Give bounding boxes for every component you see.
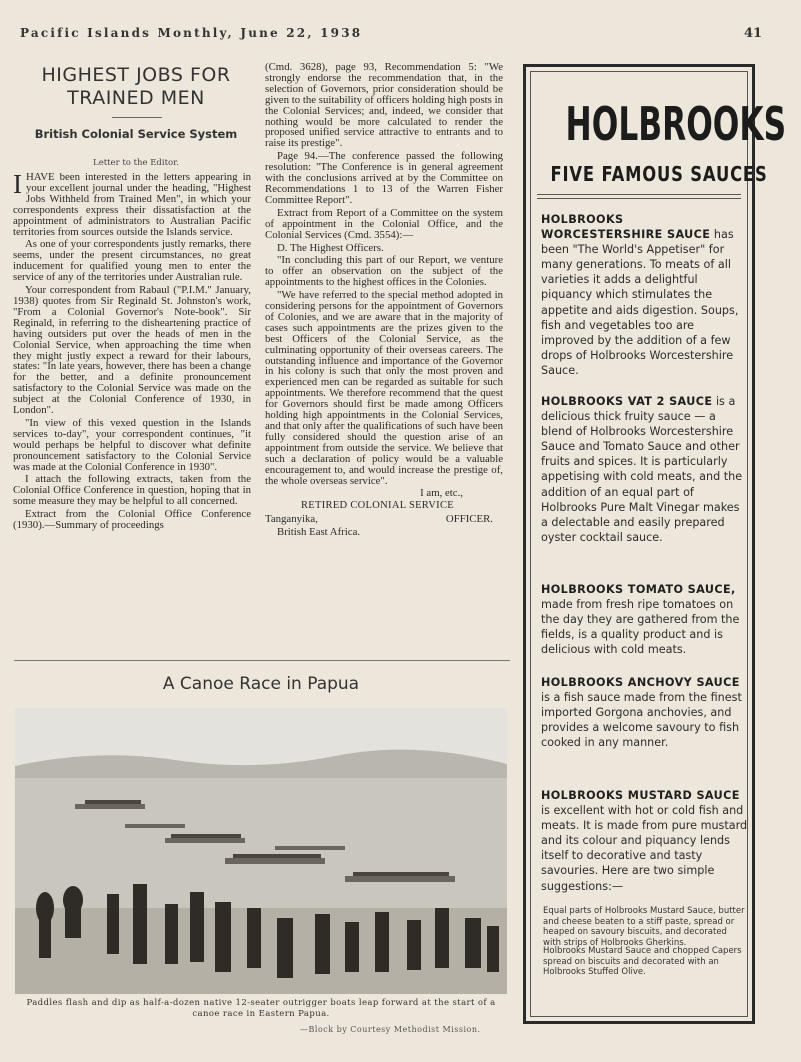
ad-tagline: FIVE FAMOUS SAUCES bbox=[550, 162, 768, 186]
article-column-1 bbox=[13, 172, 251, 650]
article-paragraph: Page 94.—The conference passed the following resolution: "The Conference is in general agreement with the conclusions arrived at by the Committee on Recommendations 1 to 13 of the Warren Fisher Committee Report". bbox=[265, 150, 503, 206]
sauce-name: HOLBROOKS MUSTARD SAUCE bbox=[541, 789, 740, 802]
signature-place: Tanganyika, bbox=[265, 513, 318, 526]
article-paragraph: "We have referred to the special method adopted in considering persons for the appointment of Governors of Colonies, and we are aware that in the majority of cases such appointments are the prizes given to the best Officers of the Colonial Service, as the culminating opportunity of their overseas careers. The outstanding influence and importance of the Governor in his colony is such that only the most proven and experienced men can be regarded as suitable for such appointments. We therefore recommend that the quest for Governors should first be made among Officers holding high appointments in the Colonial Services, and that only after the qualifications of such have been fully considered should the question arise of an appointment from outside the service. We believe that such a declaration of policy would be a valuable encouragement to, and would increase the prestige of, the whole overseas service". bbox=[265, 289, 503, 487]
article-column-2 bbox=[265, 62, 503, 644]
title-rule bbox=[112, 117, 162, 118]
sauce-description: is a delicious thick fruity sauce — a blend of Holbrooks Worcestershire Sauce and Tomato Sauce and other fruits and spices. It is particularly appetising with cold meats, and the addition of an equal part of Holbrooks Pure Malt Vinegar makes a delectable and easily prepared oyster cocktail sauce. bbox=[541, 395, 743, 544]
sauce-description: is a fish sauce made from the finest imported Gorgona anchovies, and provides a welcome savoury to fish cooked in any manner. bbox=[541, 691, 742, 750]
canoe-race-photo bbox=[15, 708, 507, 994]
sauce-description: is excellent with hot or cold fish and meats. It is made from pure mustard and its colour and piquancy lends itself to decorative and tasty savouries. Here are two simple suggestions:— bbox=[541, 804, 748, 893]
sauce-anchovy bbox=[541, 675, 749, 750]
photo-caption: Paddles flash and dip as half-a-dozen native 12-seater outrigger boats leap forward at the start of a canoe race in Eastern Papua. bbox=[26, 998, 496, 1019]
sauce-name: HOLBROOKS VAT 2 SAUCE bbox=[541, 395, 713, 408]
ad-brand: HOLBROOKS bbox=[565, 97, 787, 151]
sauce-vat2 bbox=[541, 394, 749, 545]
page-number: 41 bbox=[744, 26, 763, 41]
sauce-name: HOLBROOKS ANCHOVY SAUCE bbox=[541, 676, 740, 689]
ad-inner-frame bbox=[530, 71, 787, 1017]
article-paragraph: I attach the following extracts, taken from the Colonial Office Conference in question, hoping that in some measure they may be helpful to all concerned. bbox=[13, 473, 251, 508]
article-title-line2: TRAINED MEN bbox=[67, 87, 205, 109]
photo-title: A Canoe Race in Papua bbox=[162, 674, 360, 694]
sauce-name: HOLBROOKS WORCESTERSHIRE SAUCE bbox=[541, 213, 711, 242]
sauce-mustard bbox=[541, 788, 749, 894]
article-paragraph: Extract from the Colonial Office Conference (1930).—Summary of proceedings bbox=[13, 508, 251, 532]
signature-title: OFFICER. bbox=[445, 513, 493, 526]
article-paragraph: Your correspondent from Rabaul ("P.I.M." January, 1938) quotes from Sir Reginald St. Johnston's work, "From a Colonial Governor's Note-book". Sir Reginald, in referring to the disheartening practice of having outsiders put over the heads of men in the Colonial Service, when approaching the time when they might justly expect a reward for their labours, states: "In late years, however, there has been a change for the better, and a definite pronouncement satisfactory to the Colonial Service was made on the subject at the Colonial Conference of 1930, in London". bbox=[13, 284, 251, 417]
article-paragraph: Extract from Report of a Committee on the system of appointment in the Colonial Office, and the Colonial Services (Cmd. 3554):— bbox=[265, 206, 503, 241]
article-title-line1: HIGHEST JOBS FOR bbox=[41, 64, 231, 86]
sauce-worcestershire bbox=[541, 212, 749, 378]
article-paragraph: IHAVE been interested in the letters appearing in your excellent journal under the heading, "Highest Jobs Withheld from Trained Men", in which your correspondents express their dissatisfaction at the appointment of administrators to Australian Pacific territories from sources outside the Islands service. bbox=[13, 172, 251, 238]
article-paragraph: As one of your correspondents justly remarks, there seems, under the present circumstances, no great inducement for qualified young men to enter the service of any of the territories under Australian rule. bbox=[13, 238, 251, 284]
photo-credit: —Block by Courtesy Methodist Mission. bbox=[300, 1025, 481, 1034]
letter-signoff: I am, etc., bbox=[420, 487, 463, 500]
letter-signature: RETIRED COLONIAL SERVICE bbox=[301, 500, 454, 512]
ad-rule bbox=[537, 194, 741, 195]
section-divider bbox=[14, 660, 510, 661]
running-head: Pacific Islands Monthly, June 22, 1938 bbox=[20, 26, 363, 40]
ad-rule bbox=[537, 198, 741, 199]
holbrooks-advertisement bbox=[523, 64, 787, 1024]
signature-row bbox=[265, 514, 503, 525]
serving-suggestion: Holbrooks Mustard Sauce and chopped Capers spread on biscuits and decorated with an Holbrooks Stuffed Olive. bbox=[543, 946, 742, 978]
article-paragraph: (Cmd. 3628), page 93, Recommendation 5: "We strongly endorse the recommendation that, in the selection of Governors, prior consideration should be given to the suitability of officers holding high posts in the Colonial Services; and, indeed, we consider that nothing would be more calculated to render the proposed unified service attractive to entrants and to raise its prestige". bbox=[265, 62, 503, 150]
drop-cap: I bbox=[13, 172, 22, 199]
editor-note: Letter to the Editor. bbox=[93, 158, 179, 168]
sauce-description: made from fresh ripe tomatoes on the day they are gathered from the fields, is a quality product and is delicious with cold meats. bbox=[541, 598, 740, 657]
serving-suggestion: Equal parts of Holbrooks Mustard Sauce, butter and cheese beaten to a stiff paste, spread or heaped on savoury biscuits, and decorated with strips of Holbrooks Gherkins. bbox=[543, 906, 745, 948]
article-paragraph: "In concluding this part of our Report, we venture to offer an observation on the subject of the appointments to the highest offices in the Colonies. bbox=[265, 254, 503, 289]
signature-region: British East Africa. bbox=[277, 526, 361, 539]
article-paragraph: "In view of this vexed question in the Islands services to-day", your correspondent continues, "it would perhaps be helpful to discover what definite pronouncement satisfactory to the Colonial Service was made at the Colonial Conference in 1930". bbox=[13, 416, 251, 473]
sauce-name: HOLBROOKS TOMATO SAUCE, bbox=[541, 583, 736, 596]
sauce-tomato bbox=[541, 582, 749, 657]
article-subtitle: British Colonial Service System bbox=[34, 127, 238, 141]
sauce-description: has been "The World's Appetiser" for many generations. To meats of all varieties it adds a delightful piquancy which stimulates the appetite and aids digestion. Soups, fish and vegetables too are improved by the addition of a few drops of Holbrooks Worcestershire Sauce. bbox=[541, 228, 739, 377]
section-heading: D. The Highest Officers. bbox=[277, 241, 384, 254]
